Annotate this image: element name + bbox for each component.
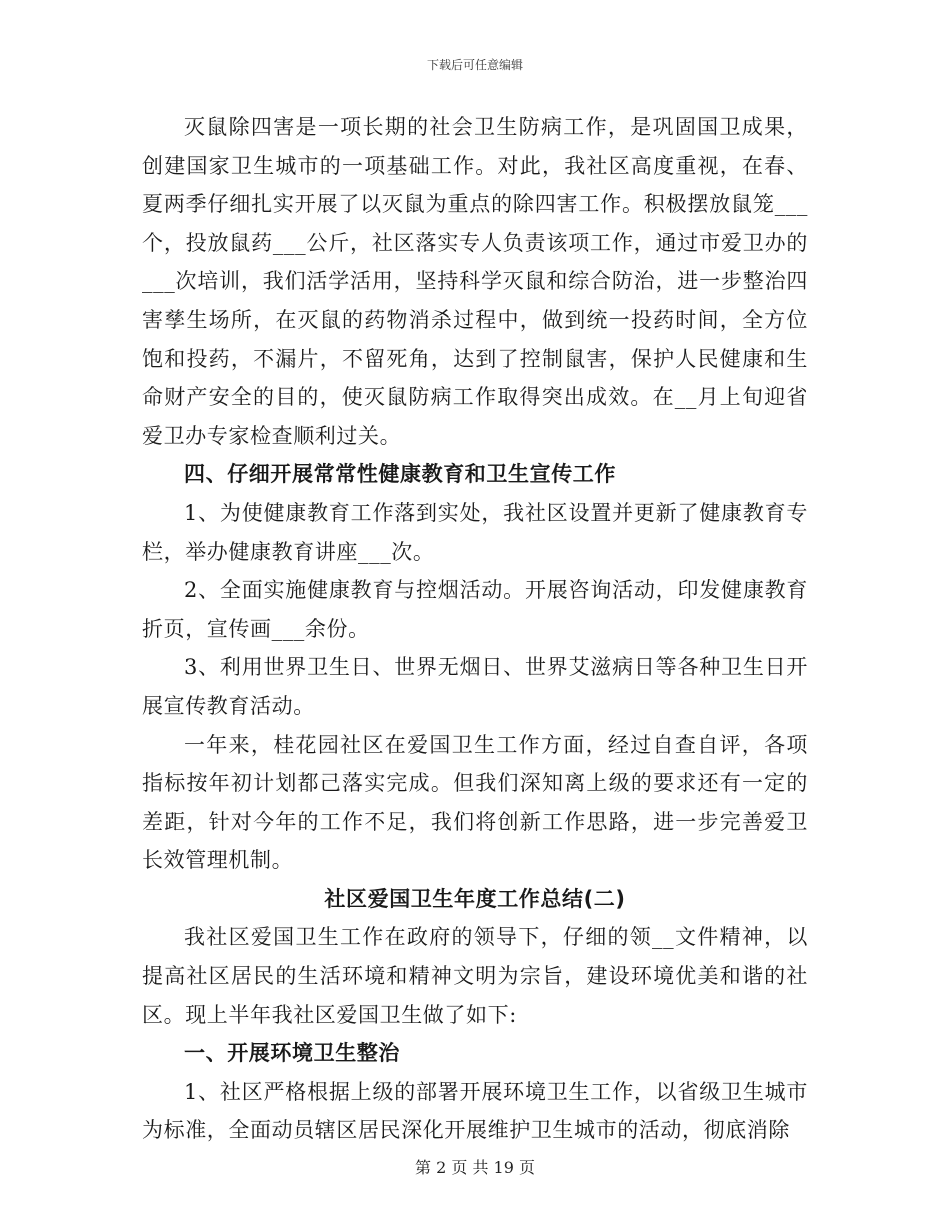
paragraph-item-1: 1、为使健康教育工作落到实处，我社区设置并更新了健康教育专栏，举办健康教育讲座___次。: [142, 500, 808, 564]
paragraph-rodent-control: 灭鼠除四害是一项长期的社会卫生防病工作，是巩固国卫成果，创建国家卫生城市的一项基础工作。对此，我社区高度重视，在春、夏两季仔细扎实开展了以灭鼠为重点的除四害工作。积极摆放鼠笼___个，投放鼠药___公斤，社区落实专人负责该项工作，通过市爱卫办的___次培训，我们活学活用，坚持科学灭鼠和综合防治，进一步整治四害孳生场所，在灭鼠的药物消杀过程中，做到统一投药时间，全方位饱和投药，不漏片，不留死角，达到了控制鼠害，保护人民健康和生命财产安全的目的，使灭鼠防病工作取得突出成效。在__月上旬迎省爱卫办专家检查顺利过关。: [142, 115, 808, 448]
document-title-part-two: 社区爱国卫生年度工作总结(二): [324, 886, 626, 911]
paragraph-intro-part-two: 我社区爱国卫生工作在政府的领导下，仔细的领__文件精神，以提高社区居民的生活环境和精神文明为宗旨，建设环境优美和谐的社区。现上半年我社区爱国卫生做了如下:: [142, 925, 808, 1027]
paragraph-year-summary: 一年来，桂花园社区在爱国卫生工作方面，经过自查自评，各项指标按年初计划都己落实完成。但我们深知离上级的要求还有一定的差距，针对今年的工作不足，我们将创新工作思路，进一步完善爱卫长效管理机制。: [142, 732, 808, 873]
header-note: 下载后可任意编辑: [426, 58, 523, 72]
paragraph-environment-item-1: 1、社区严格根据上级的部署开展环境卫生工作，以省级卫生城市为标准，全面动员辖区居民深化开展维护卫生城市的活动，彻底消除: [142, 1079, 808, 1143]
document-body: [142, 108, 808, 1150]
page-number: 第 2 页 共 19 页: [415, 1158, 535, 1177]
section-heading-environment: 一、开展环境卫生整治: [184, 1041, 400, 1066]
paragraph-item-2: 2、全面实施健康教育与控烟活动。开展咨询活动，印发健康教育折页，宣传画___余份。: [142, 578, 808, 641]
paragraph-item-3: 3、利用世界卫生日、世界无烟日、世界艾滋病日等各种卫生日开展宣传教育活动。: [142, 655, 808, 718]
section-heading-health-education: 四、仔细开展常常性健康教育和卫生宣传工作: [184, 462, 616, 487]
